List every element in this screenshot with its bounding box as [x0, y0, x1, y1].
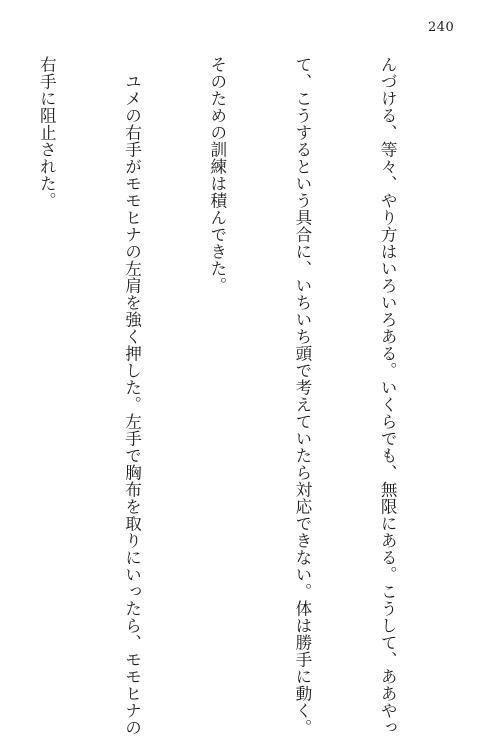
text-line: ユメの右手がモモヒナの左肩を強く押した。左手で胸布を取りにいったら、モモヒナの	[122, 56, 142, 736]
text-line: て、こうするという具合に、いちいち頭で考えていたら対応できない。体は勝手に動く。	[292, 56, 312, 736]
text-line: そのための訓練は積んできた。	[207, 56, 227, 294]
vertical-text-block	[0, 56, 458, 736]
text-line: んづける、等々、やり方はいろいろある。いくらでも、無限にある。こうして、ああやっ	[378, 56, 398, 736]
text-line: 右手に阻止された。	[37, 56, 57, 209]
page-number: 240	[428, 20, 455, 35]
